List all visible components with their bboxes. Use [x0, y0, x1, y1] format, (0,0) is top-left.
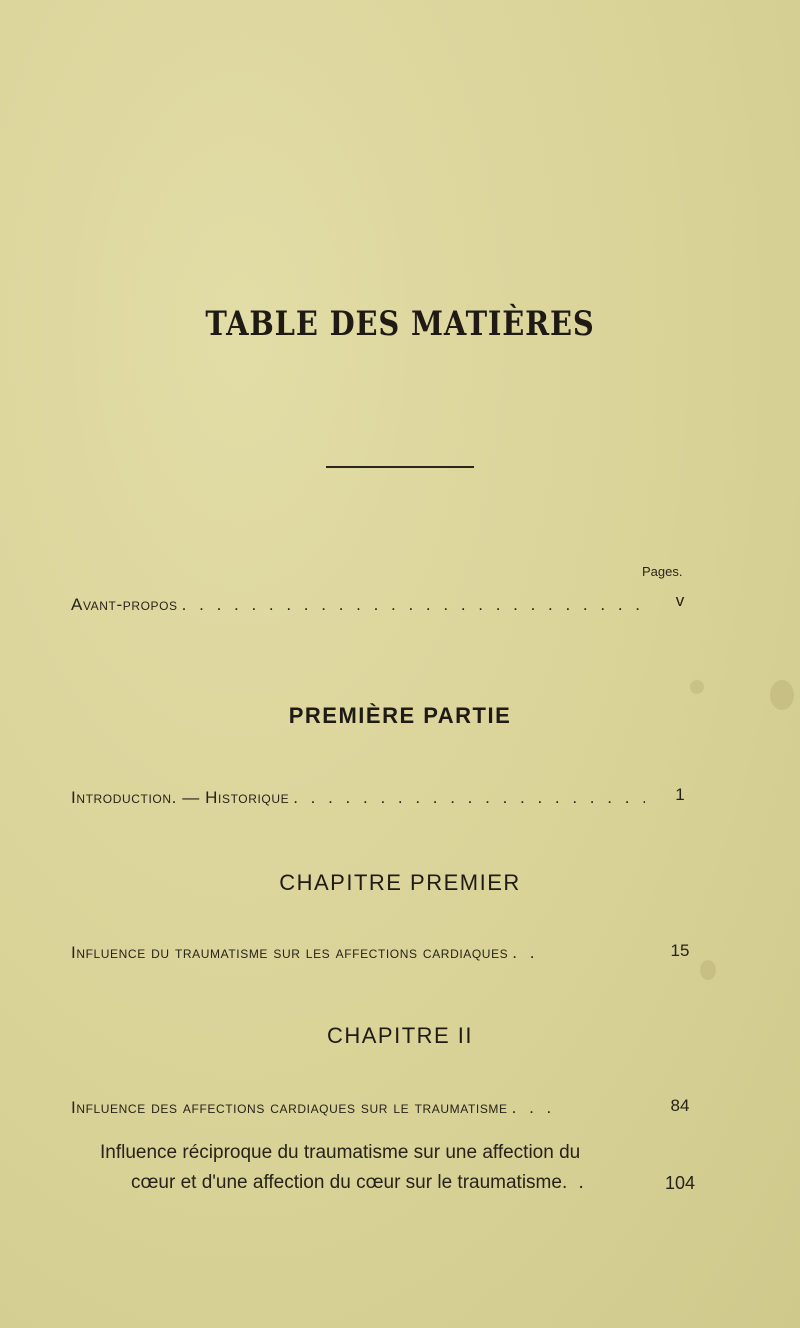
toc-entry-reciproque-line2[interactable] — [131, 1172, 584, 1194]
dot-leader — [293, 788, 645, 808]
toc-page-number: v — [675, 591, 685, 610]
toc-page-number: 84 — [670, 1096, 690, 1115]
page-stain — [700, 960, 716, 980]
pages-column-label: Pages. — [642, 564, 683, 579]
dot-leader — [182, 595, 645, 615]
toc-page-number: 15 — [670, 941, 690, 960]
toc-entry-label: Influence des affections cardiaques sur le traumatisme — [71, 1098, 508, 1117]
toc-entry-label: Influence du traumatisme sur les affections cardiaques — [71, 943, 509, 962]
dot-leader: . — [578, 1172, 584, 1193]
toc-entry-avant-propos[interactable] — [71, 595, 649, 615]
toc-entry-reciproque-line1[interactable]: Influence réciproque du traumatisme sur une affection du — [100, 1142, 581, 1163]
toc-entry-label: cœur et d'une affection du cœur sur le traumatisme. — [131, 1172, 568, 1193]
toc-page-number: 1 — [675, 785, 685, 804]
chapter-heading: CHAPITRE II — [326, 1023, 474, 1048]
page-title: TABLE DES MATIÈRES — [205, 304, 595, 344]
toc-entry-label: Avant-propos — [71, 595, 178, 614]
part-heading: PREMIÈRE PARTIE — [288, 703, 512, 728]
title-divider — [326, 466, 474, 468]
dot-leader: . . . — [511, 1098, 556, 1117]
dot-leader: . . — [512, 943, 539, 962]
chapter-heading: CHAPITRE PREMIER — [279, 870, 521, 895]
toc-entry-label: Introduction. — Historique — [71, 788, 290, 807]
page-stain — [690, 680, 704, 694]
toc-entry-chapitre-2[interactable] — [71, 1098, 649, 1118]
toc-entry-chapitre-1[interactable] — [71, 943, 649, 963]
toc-entry-introduction[interactable] — [71, 788, 649, 808]
toc-page-number: 104 — [664, 1173, 696, 1193]
